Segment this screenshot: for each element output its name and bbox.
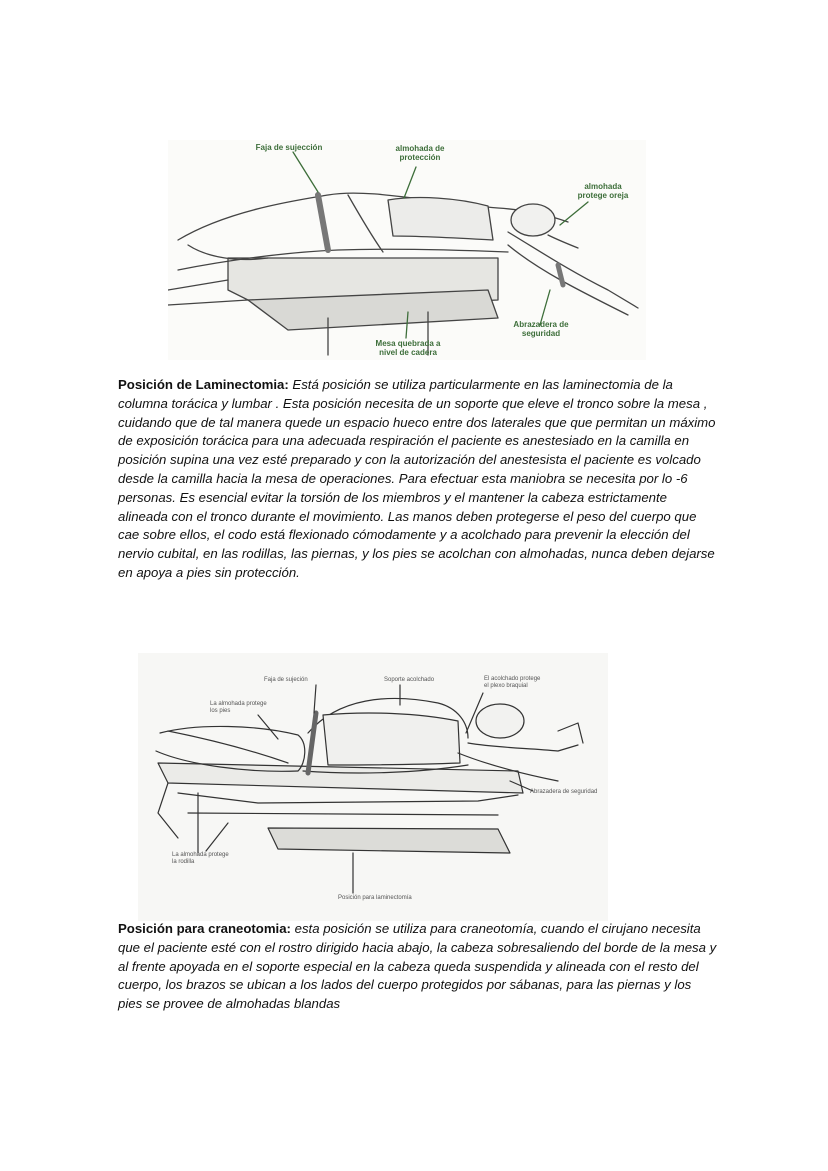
craneotomia-paragraph bbox=[118, 920, 718, 1014]
figure-laminectomy-illustration bbox=[168, 140, 646, 360]
label-almohada-proteccion bbox=[380, 144, 460, 162]
label-almohada-pies bbox=[210, 701, 300, 715]
label-text: nivel de cadera bbox=[379, 348, 437, 357]
label-text: Mesa quebrada a bbox=[375, 339, 441, 348]
label-faja-sujecion bbox=[244, 143, 334, 152]
label-text: Faja de sujeción bbox=[264, 677, 308, 683]
label-acolchado-plexo bbox=[484, 676, 574, 690]
label-text: la rodilla bbox=[172, 859, 195, 865]
label-text: Soporte acolchado bbox=[384, 677, 435, 683]
label-soporte-acolchado bbox=[384, 677, 464, 684]
label-text: los pies bbox=[210, 708, 231, 714]
label-text: almohada bbox=[584, 182, 622, 191]
laminectomia-title: Posición de Laminectomia: bbox=[118, 377, 289, 392]
label-text: seguridad bbox=[521, 329, 561, 338]
label-abrazadera-seguridad bbox=[530, 789, 608, 796]
craneotomia-title: Posición para craneotomia: bbox=[118, 921, 291, 936]
label-text: El acolchado protege bbox=[484, 676, 541, 682]
label-text: protege oreja bbox=[577, 191, 629, 200]
label-text: Abrazadera de bbox=[513, 320, 569, 329]
laminectomia-body: Está posición se utiliza particularmente en las laminectomia de la columna torácica y lumbar . Esta posición necesita de un soporte que eleve el tronco sobre la mesa , cuidando que de tal manera quede un espacio hueco entre dos laterales que que permitan un máximo de exposición torácica para una adecuada respiración el paciente es anestesiado en la camilla en posición supina una vez esté preparado y con la autorización del anestesista el paciente es volcado desde la camilla hacia la mesa de operaciones. Para efectuar esta maniobra se necesita por lo -6 personas. Es esencial evitar la torsión de los miembros y el mantener la cabeza estrictamente alineada con el tronco durante el movimiento. Las manos deben protegerse el peso del cuerpo que cae sobre ellos, el codo está flexionado cómodamente y a acolchado para prevenir la elección del nervio cubital, en las rodillas, las piernas, y los pies se acolchan con almohadas, nunca deben dejarse en apoya a pies sin protección. bbox=[118, 377, 716, 580]
label-mesa-quebrada bbox=[368, 339, 448, 357]
label-text: protección bbox=[399, 153, 441, 162]
label-text: Faja de sujección bbox=[255, 143, 323, 152]
craneotomia-body: esta posición se utiliza para craneotomía, cuando el cirujano necesita que el paciente esté con el rostro dirigido hacia abajo, la cabeza sobresaliendo del borde de la mesa y al frente apoyada en el soporte especial en la cabeza queda suspendida y alineada con el resto del cuerpo, los brazos se ubican a los lados del cuerpo protegidos por sábanas, para las piernas y los pies se provee de almohadas blandas bbox=[118, 921, 717, 1012]
label-text: Abrazadera de seguridad bbox=[530, 789, 598, 795]
figure-craneotomia-illustration bbox=[138, 653, 608, 921]
laminectomia-paragraph bbox=[118, 376, 718, 583]
label-almohada-rodilla bbox=[172, 852, 262, 866]
label-text: Posición para laminectomía bbox=[338, 895, 412, 901]
label-almohada-oreja bbox=[566, 182, 640, 200]
label-text: el plexo braquial bbox=[484, 683, 528, 689]
label-text: La almohada protege bbox=[172, 852, 229, 858]
label-text: almohada de bbox=[395, 144, 445, 153]
label-text: La almohada protege bbox=[210, 701, 267, 707]
label-faja-sujecion-2 bbox=[264, 677, 344, 684]
craneotomia-drawing bbox=[138, 653, 608, 921]
figure-caption bbox=[338, 895, 458, 902]
label-abrazadera bbox=[501, 320, 581, 338]
